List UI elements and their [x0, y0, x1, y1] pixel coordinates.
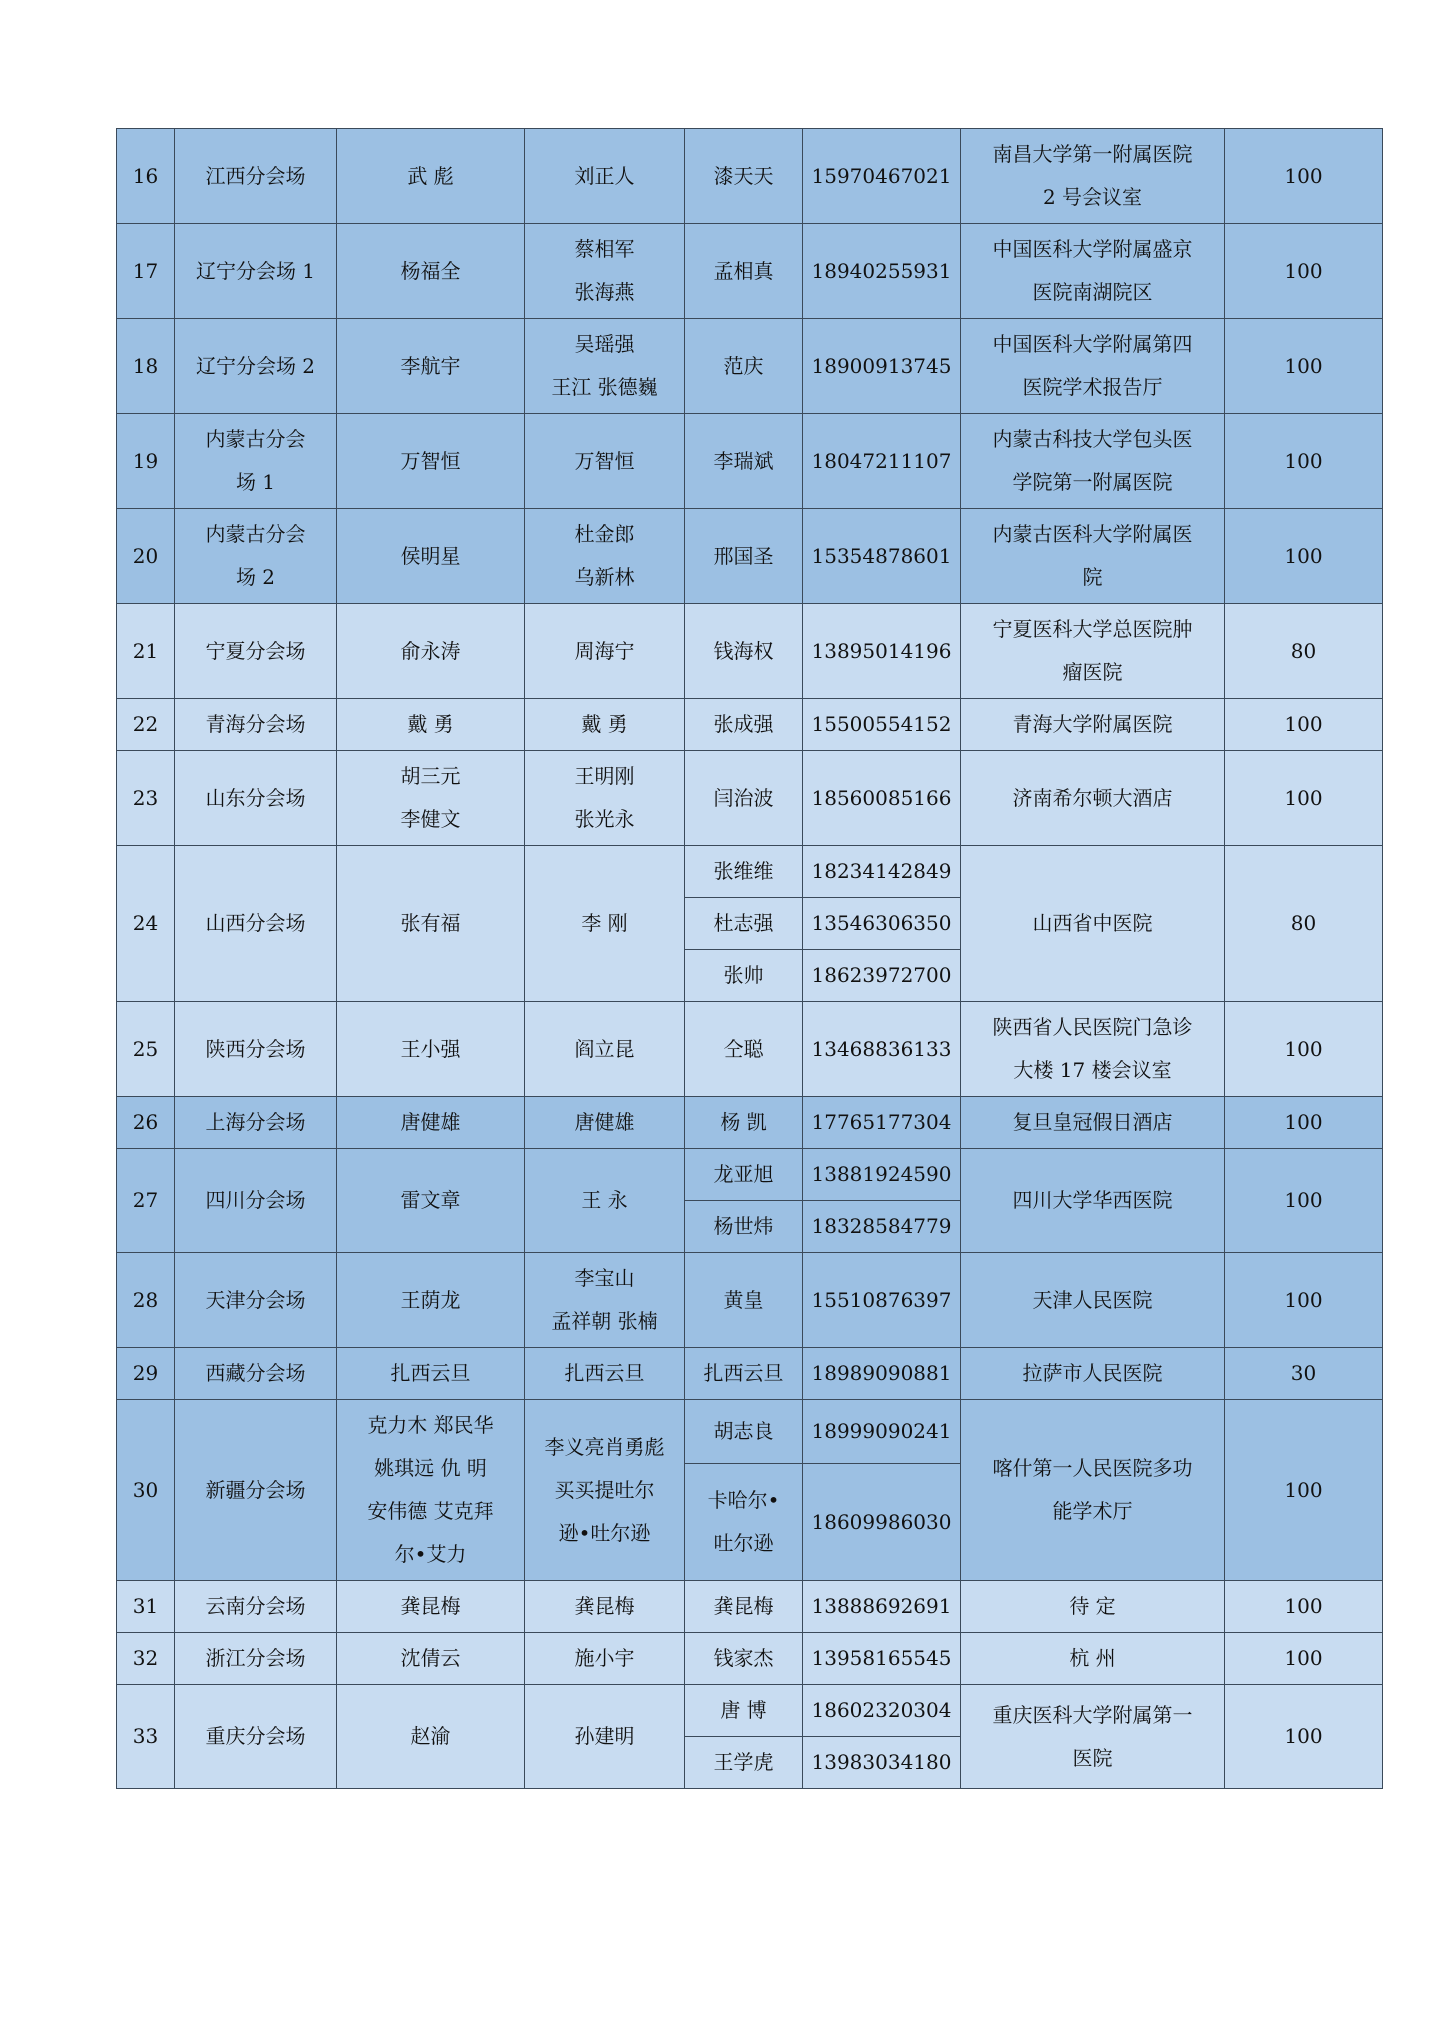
contact-name [685, 509, 803, 604]
contact-phone: 17765177304 [803, 1097, 961, 1149]
row-number: 26 [117, 1097, 175, 1149]
venue-location [961, 414, 1225, 509]
chair-name-line: 安伟德 艾克拜 [367, 1499, 494, 1523]
organizer-name [525, 846, 685, 1002]
venue-location-line: 院 [1082, 565, 1103, 589]
row-number: 24 [117, 846, 175, 1002]
capacity: 100 [1225, 1400, 1383, 1581]
organizer-name [525, 1633, 685, 1685]
capacity: 100 [1225, 129, 1383, 224]
contact-name [685, 1685, 803, 1737]
venue-name-line: 新疆分会场 [205, 1477, 306, 1502]
venue-name-line: 山东分会场 [205, 785, 306, 810]
contact-phone: 13546306350 [803, 898, 961, 950]
venue-name-line: 江西分会场 [205, 163, 306, 188]
venue-name-line: 宁夏分会场 [205, 638, 306, 663]
organizer-name [525, 509, 685, 604]
venue-location-line: 杭 州 [1069, 1646, 1116, 1670]
chair-name-line: 克力木 郑民华 [367, 1413, 494, 1437]
chair-name [337, 1348, 525, 1400]
organizer-name-line: 李宝山 [574, 1266, 635, 1290]
contact-name-line: 孟相真 [713, 258, 774, 283]
organizer-name [525, 1002, 685, 1097]
contact-name [685, 1348, 803, 1400]
contact-name [685, 604, 803, 699]
venue-location-line: 医院南湖院区 [1032, 280, 1153, 304]
row-number: 27 [117, 1149, 175, 1253]
chair-name [337, 604, 525, 699]
venue-location-line: 重庆医科大学附属第一 [992, 1702, 1193, 1727]
contact-name-line: 龙亚旭 [713, 1162, 774, 1186]
organizer-name-line: 施小宇 [574, 1646, 635, 1670]
contact-name-line: 杨世炜 [713, 1214, 774, 1238]
contact-name-line: 王学虎 [713, 1750, 774, 1774]
chair-name-line: 武 彪 [407, 163, 454, 188]
contact-phone: 13881924590 [803, 1149, 961, 1201]
venue-table [116, 128, 1383, 1789]
organizer-name [525, 604, 685, 699]
chair-name [337, 751, 525, 846]
organizer-name [525, 1348, 685, 1400]
venue-location-line: 喀什第一人民医院多功 [992, 1456, 1193, 1480]
venue-name [175, 1633, 337, 1685]
organizer-name-line: 扎西云旦 [564, 1361, 645, 1385]
organizer-name [525, 1097, 685, 1149]
capacity: 80 [1225, 846, 1383, 1002]
table-row [117, 1348, 1383, 1400]
capacity: 100 [1225, 1097, 1383, 1149]
venue-location [961, 1253, 1225, 1348]
contact-phone: 18900913745 [803, 319, 961, 414]
table-row [117, 1685, 1383, 1737]
contact-name-line: 胡志良 [713, 1419, 774, 1443]
chair-name-line: 万智恒 [400, 448, 461, 473]
chair-name-line: 俞永涛 [400, 638, 461, 663]
venue-name [175, 1149, 337, 1253]
venue-name [175, 1685, 337, 1789]
organizer-name-line: 逊•吐尔逊 [558, 1520, 651, 1545]
venue-name-line: 上海分会场 [205, 1110, 306, 1134]
chair-name [337, 129, 525, 224]
chair-name-line: 扎西云旦 [390, 1361, 471, 1385]
chair-name-line: 侯明星 [400, 543, 461, 568]
organizer-name-line: 万智恒 [574, 448, 635, 473]
contact-phone: 18602320304 [803, 1685, 961, 1737]
organizer-name-line: 戴 勇 [581, 712, 628, 736]
row-number: 16 [117, 129, 175, 224]
row-number: 23 [117, 751, 175, 846]
contact-name [685, 898, 803, 950]
contact-name [685, 846, 803, 898]
organizer-name-line: 刘正人 [574, 163, 635, 188]
venue-location [961, 1685, 1225, 1789]
contact-name [685, 319, 803, 414]
table-row [117, 1400, 1383, 1464]
venue-location-line: 待 定 [1069, 1594, 1116, 1618]
table-row [117, 509, 1383, 604]
contact-name-line: 仝聪 [723, 1036, 764, 1061]
contact-name [685, 1201, 803, 1253]
organizer-name [525, 319, 685, 414]
venue-location [961, 604, 1225, 699]
venue-location-line: 陕西省人民医院门急诊 [992, 1015, 1193, 1039]
organizer-name-line: 李义亮肖勇彪 [544, 1434, 665, 1459]
contact-name [685, 1253, 803, 1348]
row-number: 33 [117, 1685, 175, 1789]
venue-location-line: 瘤医院 [1062, 660, 1123, 684]
contact-phone: 18047211107 [803, 414, 961, 509]
chair-name [337, 1685, 525, 1789]
contact-name [685, 751, 803, 846]
venue-name-line: 四川分会场 [205, 1188, 306, 1212]
venue-location-line: 内蒙古科技大学包头医 [992, 427, 1193, 451]
venue-name-line: 内蒙古分会 [205, 427, 306, 451]
contact-name-line: 唐 博 [720, 1698, 767, 1722]
capacity: 100 [1225, 1149, 1383, 1253]
contact-name [685, 414, 803, 509]
table-row [117, 1253, 1383, 1348]
venue-name [175, 1348, 337, 1400]
organizer-name-line: 孟祥朝 张楠 [551, 1309, 658, 1333]
chair-name [337, 224, 525, 319]
contact-name [685, 224, 803, 319]
contact-phone: 13958165545 [803, 1633, 961, 1685]
contact-phone: 13468836133 [803, 1002, 961, 1097]
chair-name [337, 1581, 525, 1633]
chair-name [337, 319, 525, 414]
contact-name-line: 黄皇 [723, 1287, 764, 1312]
organizer-name-line: 孙建明 [574, 1724, 635, 1748]
venue-name [175, 604, 337, 699]
chair-name [337, 1149, 525, 1253]
contact-name-line: 杜志强 [713, 911, 774, 935]
contact-name-line: 卡哈尔• [707, 1488, 780, 1512]
venue-location [961, 699, 1225, 751]
chair-name-line: 雷文章 [400, 1188, 461, 1212]
contact-name-line: 扎西云旦 [703, 1361, 784, 1385]
venue-table-body [117, 129, 1383, 1789]
venue-location [961, 1348, 1225, 1400]
contact-phone: 13895014196 [803, 604, 961, 699]
chair-name [337, 1097, 525, 1149]
venue-location [961, 1581, 1225, 1633]
venue-location-line: 复旦皇冠假日酒店 [1012, 1110, 1173, 1134]
chair-name-line: 王荫龙 [400, 1287, 461, 1312]
venue-name [175, 224, 337, 319]
capacity: 100 [1225, 414, 1383, 509]
row-number: 17 [117, 224, 175, 319]
venue-name [175, 1400, 337, 1581]
contact-name [685, 699, 803, 751]
contact-phone: 18989090881 [803, 1348, 961, 1400]
contact-name-line: 杨 凯 [720, 1110, 767, 1134]
venue-name-line: 重庆分会场 [205, 1724, 306, 1748]
venue-location [961, 224, 1225, 319]
row-number: 25 [117, 1002, 175, 1097]
venue-name [175, 751, 337, 846]
venue-name-line: 西藏分会场 [205, 1361, 306, 1385]
contact-phone: 18999090241 [803, 1400, 961, 1464]
contact-phone: 18940255931 [803, 224, 961, 319]
contact-phone: 13888692691 [803, 1581, 961, 1633]
venue-name-line: 陕西分会场 [205, 1036, 306, 1061]
venue-location [961, 1400, 1225, 1581]
contact-name-line: 钱海权 [713, 638, 774, 663]
organizer-name [525, 699, 685, 751]
contact-name-line: 张维维 [713, 859, 774, 883]
contact-name-line: 范庆 [723, 353, 764, 378]
venue-location-line: 天津人民医院 [1032, 1287, 1153, 1312]
organizer-name [525, 751, 685, 846]
organizer-name-line: 乌新林 [574, 565, 635, 589]
venue-name [175, 1002, 337, 1097]
table-row [117, 604, 1383, 699]
venue-name-line: 场 1 [235, 470, 276, 494]
row-number: 20 [117, 509, 175, 604]
venue-location-line: 宁夏医科大学总医院肿 [992, 617, 1193, 641]
chair-name [337, 1002, 525, 1097]
capacity: 100 [1225, 1002, 1383, 1097]
row-number: 29 [117, 1348, 175, 1400]
row-number: 21 [117, 604, 175, 699]
chair-name-line: 杨福全 [400, 258, 461, 283]
table-row [117, 129, 1383, 224]
venue-name-line: 天津分会场 [205, 1287, 306, 1312]
contact-phone: 18609986030 [803, 1464, 961, 1581]
contact-name-line: 闫治波 [713, 785, 774, 810]
contact-name-line: 龚昆梅 [713, 1594, 774, 1618]
venue-location-line: 医院 [1072, 1745, 1113, 1770]
venue-name-line: 云南分会场 [205, 1594, 306, 1618]
venue-location-line: 能学术厅 [1052, 1499, 1133, 1523]
table-row [117, 1002, 1383, 1097]
organizer-name-line: 李 刚 [581, 911, 628, 935]
capacity: 100 [1225, 699, 1383, 751]
chair-name-line: 沈倩云 [400, 1646, 461, 1670]
venue-location [961, 1149, 1225, 1253]
venue-name [175, 1253, 337, 1348]
venue-location [961, 129, 1225, 224]
contact-name [685, 1097, 803, 1149]
venue-name [175, 129, 337, 224]
venue-name-line: 山西分会场 [205, 911, 306, 935]
organizer-name [525, 224, 685, 319]
chair-name [337, 1253, 525, 1348]
contact-name [685, 1581, 803, 1633]
organizer-name-line: 阎立昆 [574, 1036, 635, 1061]
chair-name-line: 王小强 [400, 1036, 461, 1061]
contact-name [685, 1002, 803, 1097]
contact-name-line: 李瑞斌 [713, 448, 774, 473]
chair-name [337, 846, 525, 1002]
organizer-name-line: 王明刚 [574, 764, 635, 788]
venue-location [961, 1002, 1225, 1097]
contact-name-line: 吐尔逊 [713, 1531, 774, 1555]
venue-name [175, 414, 337, 509]
venue-location-line: 山西省中医院 [1032, 911, 1153, 935]
venue-name [175, 699, 337, 751]
contact-phone: 18560085166 [803, 751, 961, 846]
organizer-name [525, 1149, 685, 1253]
contact-name [685, 1400, 803, 1464]
table-row [117, 1149, 1383, 1201]
capacity: 100 [1225, 1253, 1383, 1348]
capacity: 30 [1225, 1348, 1383, 1400]
venue-location [961, 319, 1225, 414]
capacity: 100 [1225, 1581, 1383, 1633]
contact-phone: 18623972700 [803, 950, 961, 1002]
chair-name [337, 1400, 525, 1581]
contact-phone: 15354878601 [803, 509, 961, 604]
contact-phone: 15510876397 [803, 1253, 961, 1348]
venue-location [961, 751, 1225, 846]
chair-name-line: 姚琪远 仇 明 [374, 1456, 487, 1480]
chair-name-line: 龚昆梅 [400, 1594, 461, 1618]
venue-location-line: 内蒙古医科大学附属医 [992, 522, 1193, 546]
organizer-name [525, 1581, 685, 1633]
venue-location-line: 中国医科大学附属盛京 [992, 237, 1193, 261]
venue-name [175, 846, 337, 1002]
organizer-name-line: 杜金郎 [574, 522, 635, 546]
venue-location [961, 846, 1225, 1002]
organizer-name-line: 买买提吐尔 [554, 1477, 655, 1502]
chair-name [337, 509, 525, 604]
contact-name-line: 张成强 [713, 712, 774, 736]
venue-name [175, 509, 337, 604]
venue-location-line: 学院第一附属医院 [1012, 470, 1173, 494]
venue-name-line: 场 2 [235, 565, 276, 589]
venue-location-line: 医院学术报告厅 [1022, 375, 1163, 399]
chair-name-line: 胡三元 [400, 764, 461, 788]
organizer-name-line: 王江 张德巍 [551, 375, 658, 399]
table-row [117, 224, 1383, 319]
organizer-name-line: 吴瑶强 [574, 332, 635, 356]
contact-phone: 18328584779 [803, 1201, 961, 1253]
contact-name-line: 邢国圣 [713, 543, 774, 568]
venue-location-line: 四川大学华西医院 [1012, 1188, 1173, 1212]
venue-location-line: 拉萨市人民医院 [1022, 1361, 1163, 1385]
venue-location-line: 中国医科大学附属第四 [992, 332, 1193, 356]
chair-name-line: 李健文 [400, 807, 461, 831]
table-row [117, 1097, 1383, 1149]
venue-location [961, 509, 1225, 604]
capacity: 80 [1225, 604, 1383, 699]
chair-name [337, 699, 525, 751]
capacity: 100 [1225, 509, 1383, 604]
contact-name-line: 漆天天 [713, 163, 774, 188]
venue-name [175, 1097, 337, 1149]
organizer-name [525, 1253, 685, 1348]
organizer-name-line: 蔡相军 [574, 237, 635, 261]
capacity: 100 [1225, 224, 1383, 319]
venue-location [961, 1097, 1225, 1149]
chair-name-line: 李航宇 [400, 353, 461, 378]
venue-location-line: 大楼 17 楼会议室 [1013, 1058, 1172, 1082]
row-number: 18 [117, 319, 175, 414]
organizer-name-line: 周海宁 [574, 638, 635, 663]
capacity: 100 [1225, 1685, 1383, 1789]
venue-name-line: 青海分会场 [205, 712, 306, 736]
venue-name-line: 浙江分会场 [205, 1646, 306, 1670]
organizer-name-line: 王 永 [581, 1188, 628, 1212]
contact-phone: 18234142849 [803, 846, 961, 898]
table-row [117, 846, 1383, 898]
chair-name-line: 张有福 [400, 911, 461, 935]
row-number: 32 [117, 1633, 175, 1685]
contact-name [685, 129, 803, 224]
venue-name [175, 319, 337, 414]
row-number: 22 [117, 699, 175, 751]
contact-name-line: 钱家杰 [713, 1646, 774, 1670]
contact-name [685, 950, 803, 1002]
row-number: 30 [117, 1400, 175, 1581]
row-number: 19 [117, 414, 175, 509]
table-row [117, 751, 1383, 846]
contact-name [685, 1149, 803, 1201]
table-row [117, 319, 1383, 414]
capacity: 100 [1225, 1633, 1383, 1685]
chair-name-line: 戴 勇 [407, 712, 454, 736]
organizer-name-line: 张光永 [574, 807, 635, 831]
capacity: 100 [1225, 751, 1383, 846]
chair-name-line: 尔•艾力 [394, 1542, 467, 1566]
organizer-name-line: 龚昆梅 [574, 1594, 635, 1618]
table-row [117, 1633, 1383, 1685]
venue-location-line: 南昌大学第一附属医院 [992, 142, 1193, 166]
venue-name [175, 1581, 337, 1633]
venue-location [961, 1633, 1225, 1685]
row-number: 31 [117, 1581, 175, 1633]
contact-name [685, 1464, 803, 1581]
contact-phone: 13983034180 [803, 1737, 961, 1789]
chair-name [337, 414, 525, 509]
organizer-name [525, 129, 685, 224]
venue-name-line: 内蒙古分会 [205, 522, 306, 546]
organizer-name-line: 唐健雄 [574, 1110, 635, 1134]
contact-name [685, 1633, 803, 1685]
table-row [117, 414, 1383, 509]
organizer-name [525, 1685, 685, 1789]
table-row [117, 1581, 1383, 1633]
chair-name-line: 赵渝 [410, 1724, 451, 1748]
organizer-name [525, 414, 685, 509]
chair-name [337, 1633, 525, 1685]
table-row [117, 699, 1383, 751]
capacity: 100 [1225, 319, 1383, 414]
row-number: 28 [117, 1253, 175, 1348]
venue-location-line: 2 号会议室 [1042, 185, 1143, 209]
contact-name [685, 1737, 803, 1789]
contact-phone: 15500554152 [803, 699, 961, 751]
venue-location-line: 青海大学附属医院 [1012, 712, 1173, 736]
venue-name-line: 辽宁分会场 2 [195, 353, 316, 378]
contact-phone: 15970467021 [803, 129, 961, 224]
venue-name-line: 辽宁分会场 1 [195, 258, 316, 283]
contact-name-line: 张帅 [723, 963, 764, 987]
organizer-name [525, 1400, 685, 1581]
chair-name-line: 唐健雄 [400, 1110, 461, 1134]
venue-location-line: 济南希尔顿大酒店 [1012, 785, 1173, 810]
organizer-name-line: 张海燕 [574, 280, 635, 304]
